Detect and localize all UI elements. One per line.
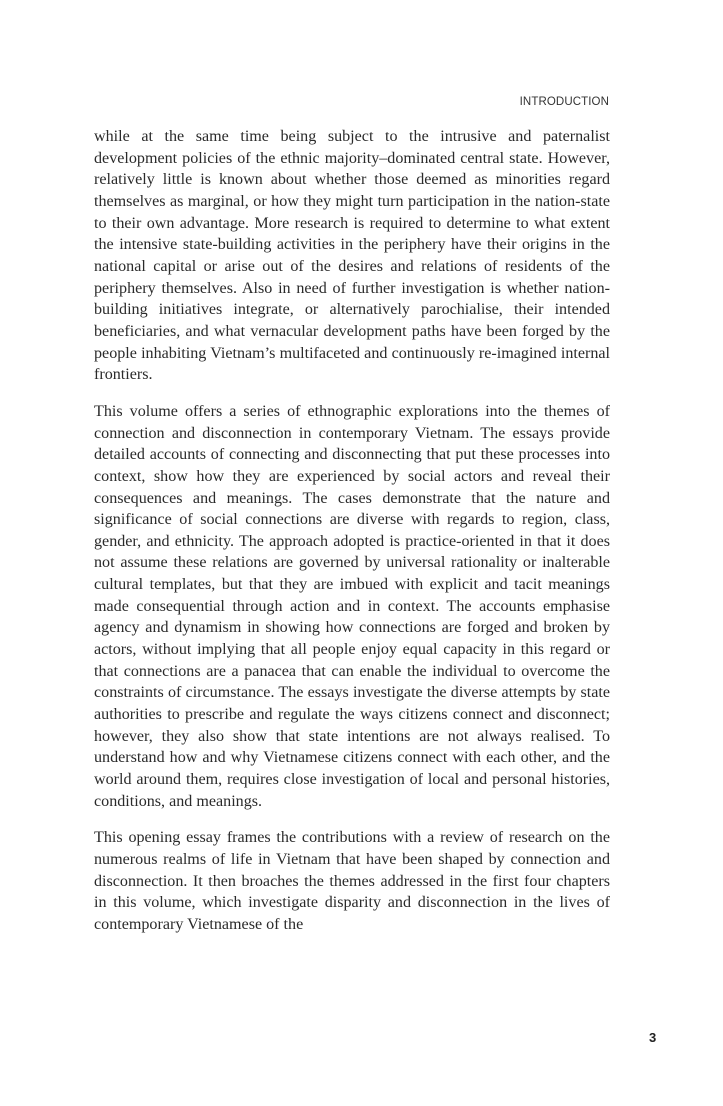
paragraph-3: This opening essay frames the contributions with a review of research on the numerous realms of life in Vietnam that have been shaped by connection and disconnection. It then broaches the themes addressed in the first four chapters in this volume, which investigate disparity and disconnection in the lives of contemporary Vietnamese of the [94,829,610,933]
paragraph-1: while at the same time being subject to the intrusive and paternalist development policies of the ethnic majority–dominated central state. However, relatively little is known about whether those deemed as minorities regard themselves as marginal, or how they might turn participation in the nation-state to their own advantage. More research is required to determine to what extent the intensive state-building activities in the periphery have their origins in the national capital or arise out of the desires and relations of residents of the periphery themselves. Also in need of further investigation is whether nation-building initiatives integrate, or alternatively parochialise, their intended beneficiaries, and what vernacular development paths have been forged by the people inhabiting Vietnam’s multifaceted and continuously re-imagined internal frontiers. [94,128,610,384]
body-text [94,126,610,951]
running-head: INTRODUCTION [519,96,609,108]
paragraph-2: This volume offers a series of ethnographic explorations into the themes of connection and disconnection in contemporary Vietnam. The essays provide detailed accounts of connecting and disconnecting that put these processes into context, show how they are experienced by social actors and reveal their consequences and meanings. The cases demonstrate that the nature and significance of social connections are diverse with regards to region, class, gender, and ethnicity. The approach adopted is practice-oriented in that it does not assume these relations are governed by universal rationality or inalterable cultural templates, but that they are imbued with explicit and tacit meanings made consequential through action and in context. The accounts emphasise agency and dynamism in showing how connections are forged and broken by actors, without implying that all people enjoy equal capacity in this regard or that connections are a panacea that can enable the individual to overcome the constraints of circumstance. The essays investigate the diverse attempts by state authorities to prescribe and regulate the ways citizens connect and disconnect; however, they also show that state intentions are not always realised. To understand how and why Vietnamese citizens connect with each other, and the world around them, requires close investigation of local and personal histories, conditions, and meanings. [94,402,610,810]
page-number: 3 [649,1030,657,1045]
